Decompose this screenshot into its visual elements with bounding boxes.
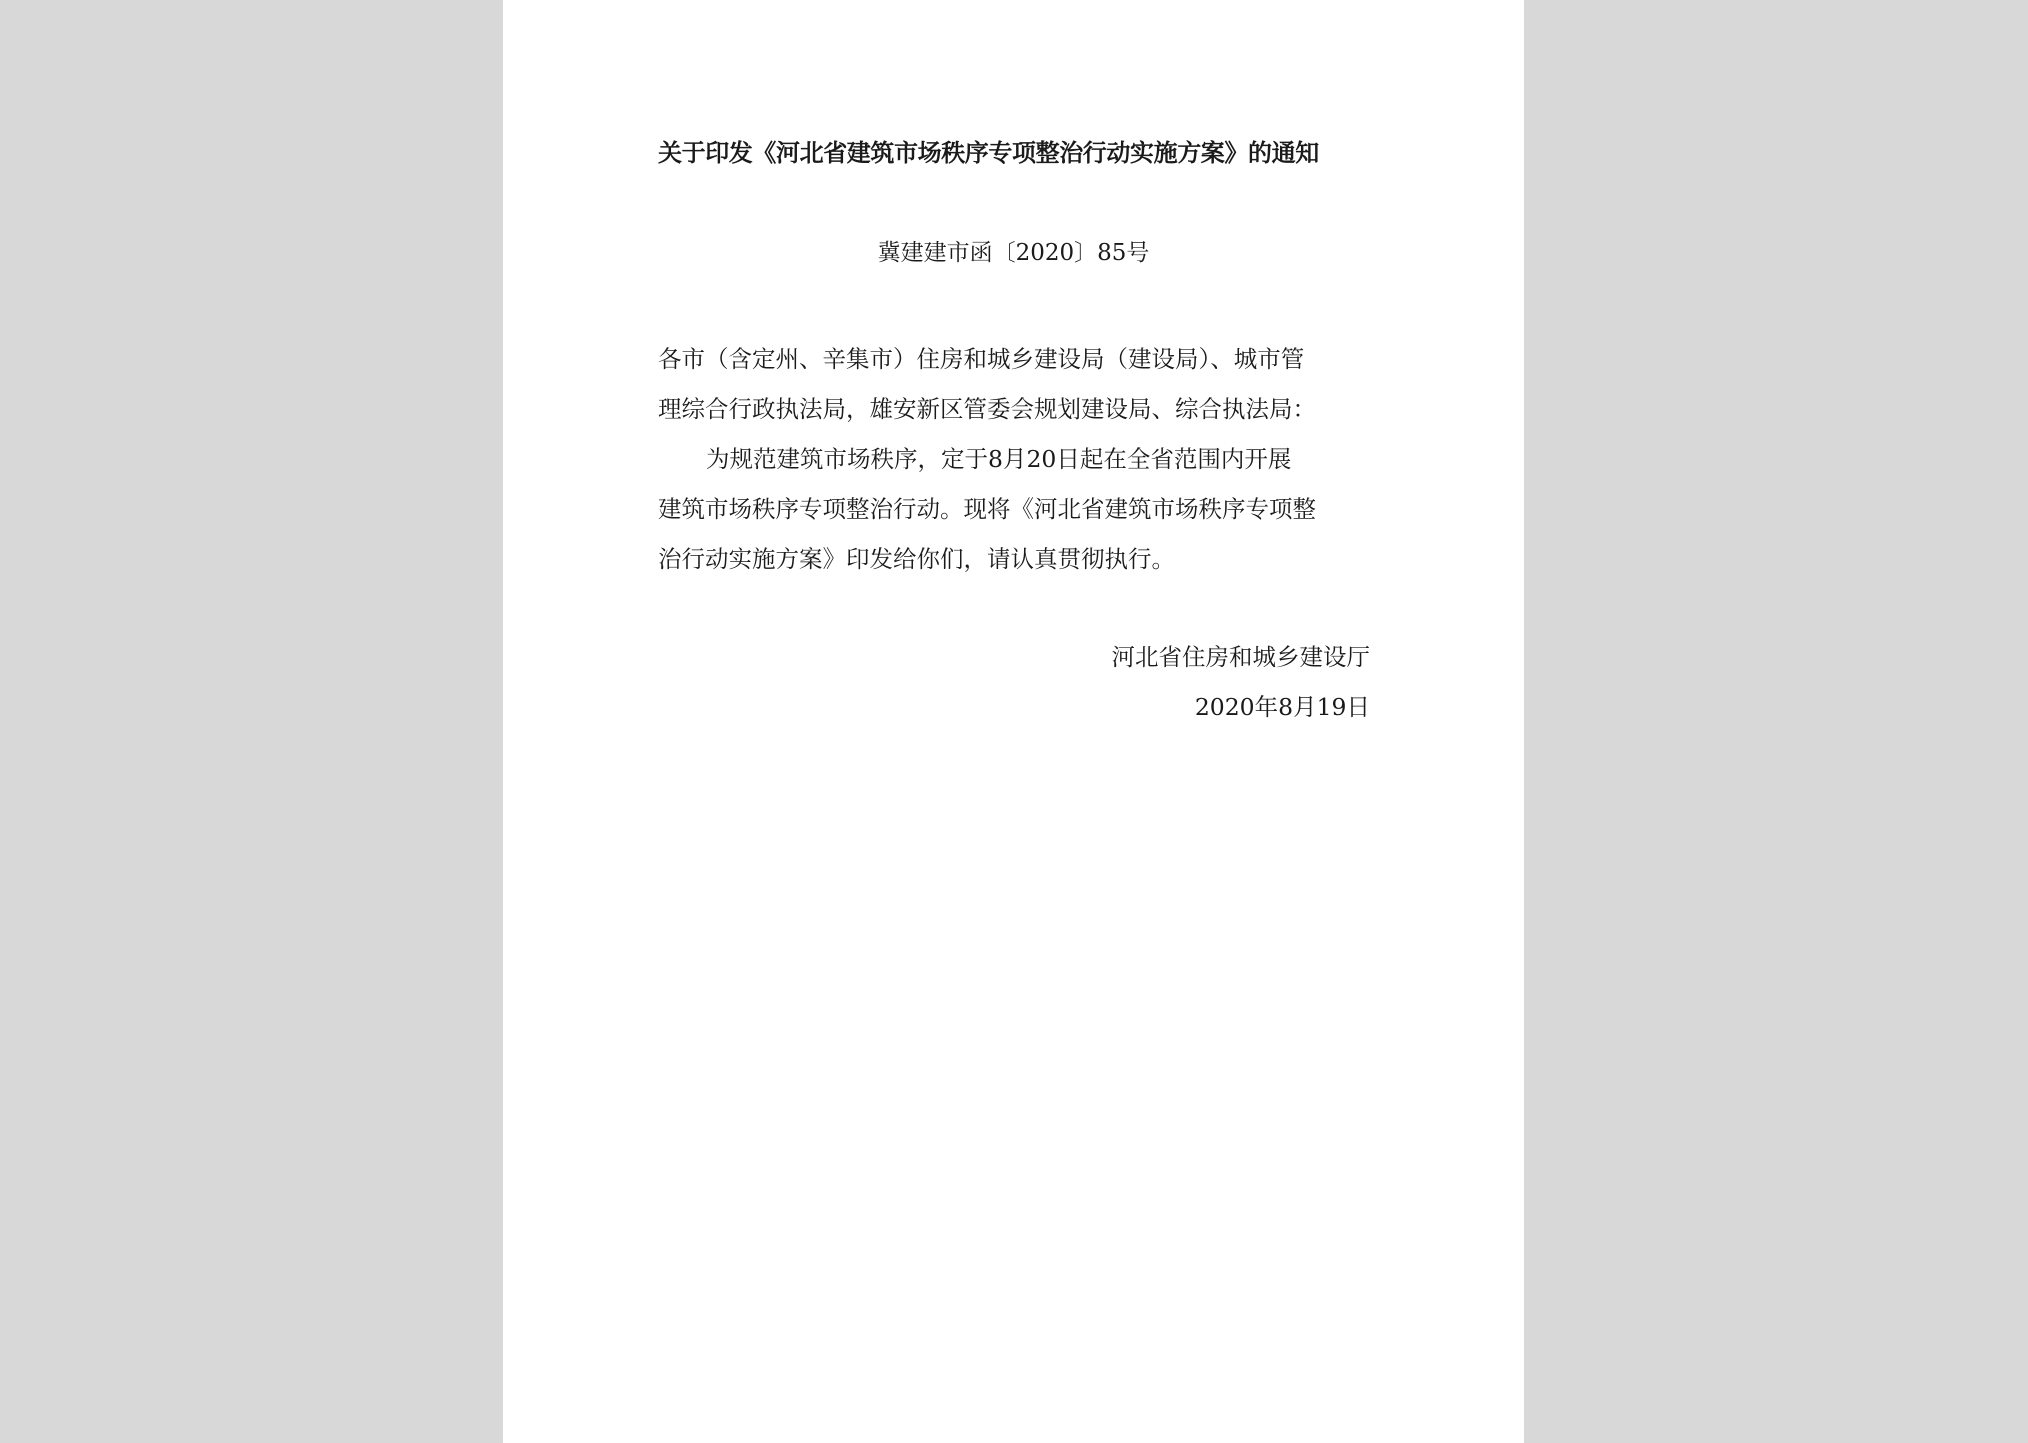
issuer-name: 河北省住房和城乡建设厅	[1111, 643, 1370, 671]
signature-block	[1112, 632, 1371, 732]
document-number: 冀建建市函〔2020〕85号	[877, 240, 1150, 266]
body-paragraph-line: 建筑市场秩序专项整治行动。现将《河北省建筑市场秩序专项整	[658, 495, 1316, 523]
document-title: 关于印发《河北省建筑市场秩序专项整治行动实施方案》的通知	[658, 138, 1319, 167]
body-paragraph-line: 治行动实施方案》印发给你们，请认真贯彻执行。	[658, 545, 1175, 573]
document-body	[658, 334, 1370, 584]
document-page	[503, 0, 1524, 1443]
body-paragraph-line: 为规范建筑市场秩序，定于8月20日起在全省范围内开展	[706, 445, 1292, 473]
addressee-line: 理综合行政执法局，雄安新区管委会规划建设局、综合执法局：	[658, 395, 1316, 423]
addressee-line: 各市（含定州、辛集市）住房和城乡建设局（建设局）、城市管	[658, 345, 1305, 373]
issue-date: 2020年8月19日	[1194, 693, 1370, 721]
